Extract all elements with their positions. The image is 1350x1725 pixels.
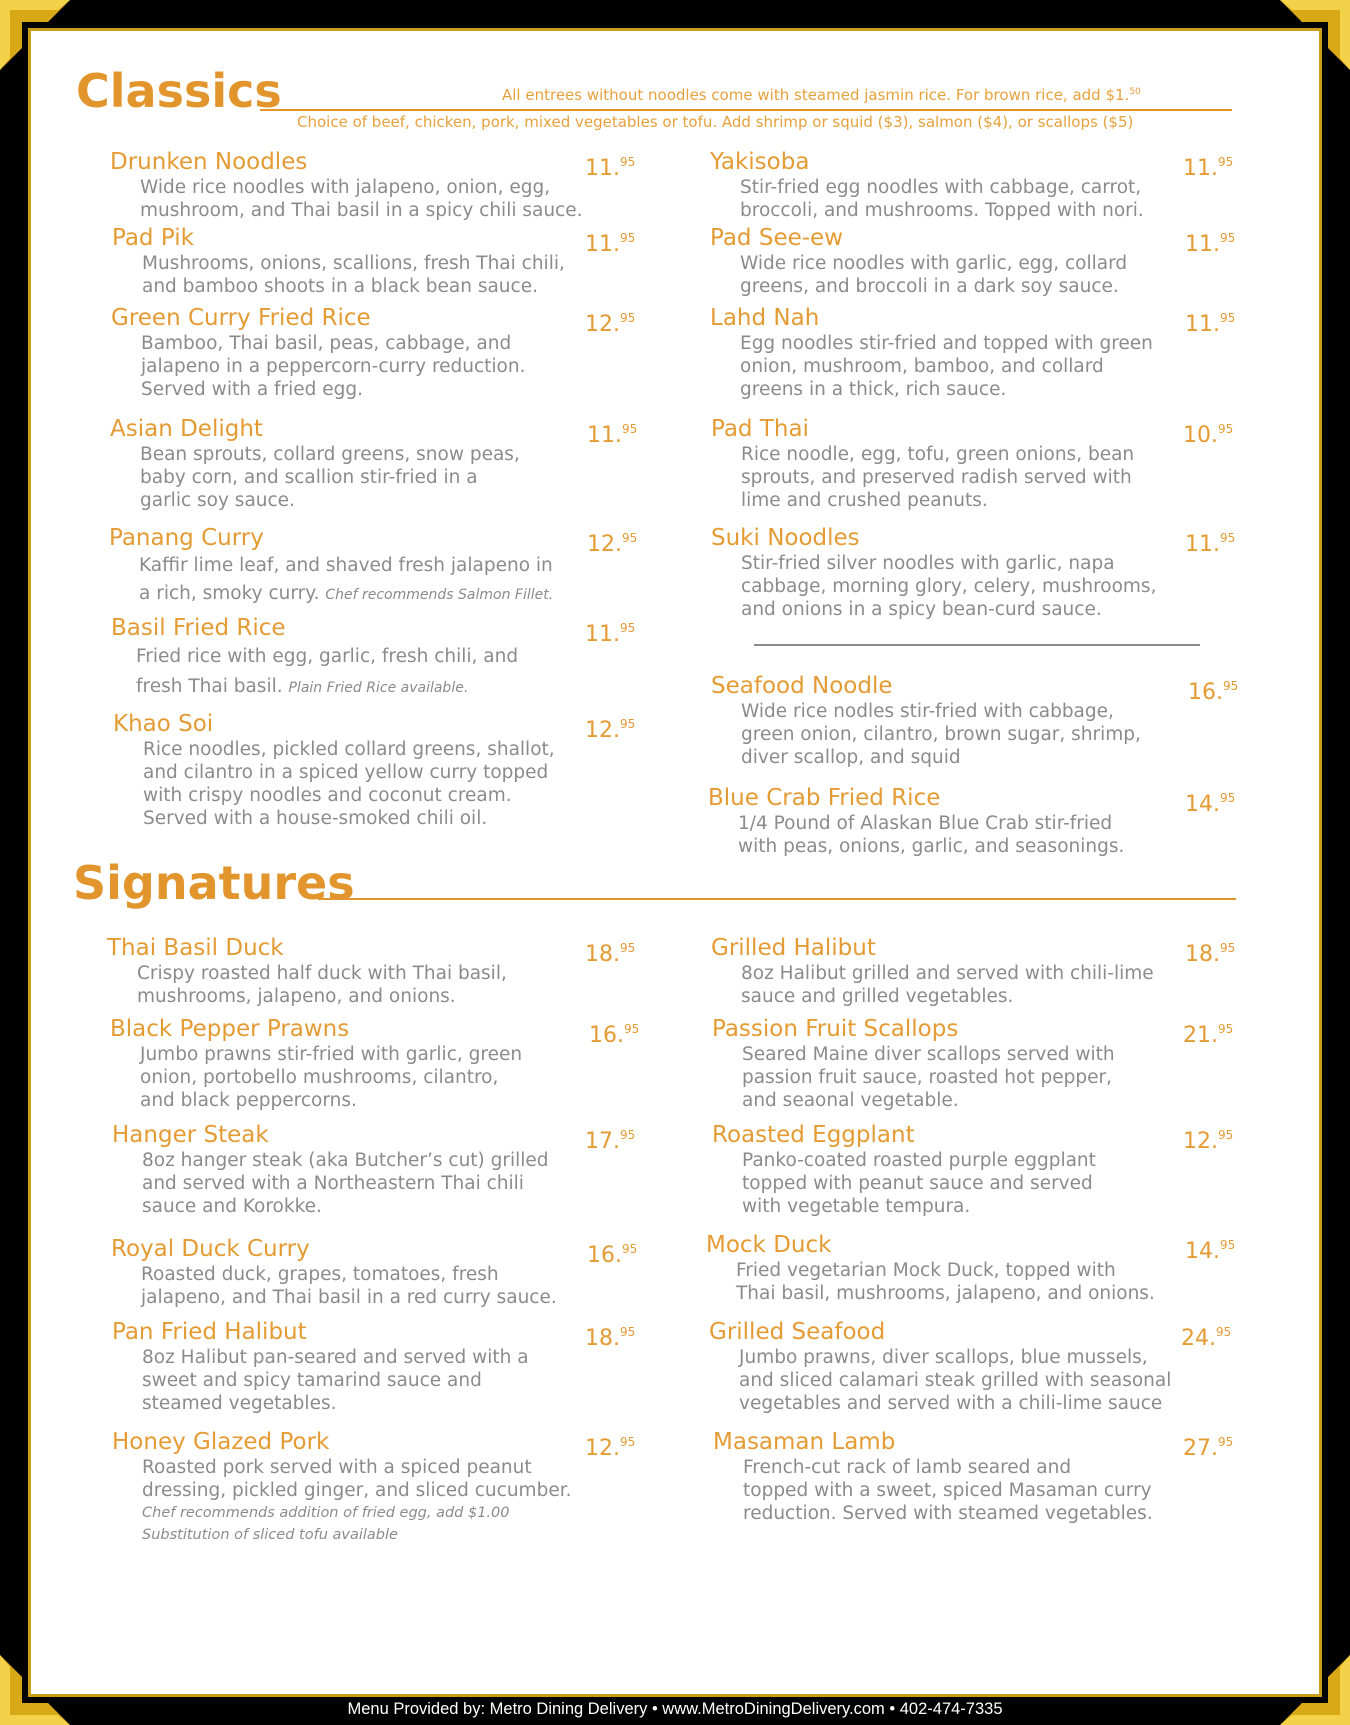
menu-item-black-pepper-prawns — [110, 1015, 522, 1112]
item-name: Masaman Lamb — [713, 1429, 896, 1455]
item-name: Panang Curry — [109, 525, 264, 551]
menu-item-grilled-halibut — [711, 934, 1154, 1008]
item-price: 11.95 — [1185, 311, 1236, 337]
menu-item-thai-basil-duck — [107, 934, 507, 1008]
item-price: 24.95 — [1181, 1325, 1232, 1351]
item-price: 12.95 — [585, 1435, 636, 1461]
corner-ornament-top-right — [1280, 0, 1350, 70]
item-name: Royal Duck Curry — [111, 1236, 310, 1262]
item-description: Fried vegetarian Mock Duck, topped with Thai basil, mushrooms, jalapeno, and onions. — [736, 1260, 1155, 1304]
chef-note: Chef recommends Salmon Fillet. — [325, 587, 554, 603]
item-description: Roasted pork served with a spiced peanut dressing, pickled ginger, and sliced cucumber. — [142, 1457, 572, 1501]
item-name: Seafood Noodle — [711, 673, 893, 699]
item-description: 1/4 Pound of Alaskan Blue Crab stir-fried with peas, onions, garlic, and seasonings. — [738, 813, 1125, 857]
menu-item-khao-soi — [113, 710, 555, 830]
item-name: Khao Soi — [113, 711, 214, 737]
item-price: 12.95 — [587, 531, 638, 557]
menu-item-pad-pik — [112, 224, 565, 298]
item-name: Pad Thai — [711, 416, 809, 442]
item-price: 16.95 — [587, 1242, 638, 1268]
item-description: Bean sprouts, collard greens, snow peas, baby corn, and scallion stir-fried in a garlic soy sauce. — [140, 444, 520, 511]
menu-item-pad-thai — [711, 415, 1134, 512]
item-price: 18.95 — [585, 941, 636, 967]
corner-ornament-top-left — [0, 0, 70, 70]
menu-item-royal-duck-curry — [111, 1235, 557, 1309]
menu-item-honey-glazed-pork — [112, 1428, 572, 1546]
menu-item-seafood-noodle — [711, 672, 1141, 769]
item-name: Thai Basil Duck — [107, 935, 284, 961]
item-price: 11.95 — [585, 621, 636, 647]
menu-item-asian-delight — [110, 415, 520, 512]
item-name: Pad Pik — [112, 225, 194, 251]
menu-item-suki-noodles — [711, 524, 1156, 621]
item-description: 8oz hanger steak (aka Butcher’s cut) grilled and served with a Northeastern Thai chili sauce and Korokke. — [142, 1150, 549, 1217]
classics-title: Classics — [76, 64, 282, 118]
item-name: Black Pepper Prawns — [110, 1016, 350, 1042]
item-name: Green Curry Fried Rice — [111, 305, 371, 331]
item-description: Wide rice noodles with garlic, egg, collard greens, and broccoli in a dark soy sauce. — [740, 253, 1128, 297]
item-description: Kaffir lime leaf, and shaved fresh jalapeno in a rich, smoky curry. Chef recommends Salmon Fillet. — [139, 555, 554, 604]
item-name: Passion Fruit Scallops — [712, 1016, 959, 1042]
item-price: 11.95 — [1185, 231, 1236, 257]
item-price: 17.95 — [585, 1128, 636, 1154]
item-name: Asian Delight — [110, 416, 263, 442]
item-description: Jumbo prawns, diver scallops, blue mussels, and sliced calamari steak grilled with seasonal vegetables and served with a chili-lime sauce — [739, 1347, 1172, 1414]
item-name: Lahd Nah — [710, 305, 820, 331]
column-divider — [754, 644, 1200, 646]
item-description: Seared Maine diver scallops served with passion fruit sauce, roasted hot pepper, and seaonal vegetable. — [742, 1044, 1115, 1111]
item-description: Mushrooms, onions, scallions, fresh Thai chili, and bamboo shoots in a black bean sauce. — [142, 253, 565, 297]
item-price: 11.95 — [585, 231, 636, 257]
item-description: Fried rice with egg, garlic, fresh chili, and fresh Thai basil. Plain Fried Rice available. — [136, 646, 519, 697]
item-price: 16.95 — [1188, 679, 1239, 705]
chef-note: Chef recommends addition of fried egg, add $1.00 Substitution of sliced tofu available — [142, 1505, 510, 1543]
menu-item-lahd-nah — [710, 304, 1153, 401]
item-price: 11.95 — [1183, 155, 1234, 181]
item-description: 8oz Halibut grilled and served with chili-lime sauce and grilled vegetables. — [741, 963, 1154, 1007]
item-price: 27.95 — [1183, 1435, 1234, 1461]
item-name: Drunken Noodles — [110, 149, 308, 175]
item-name: Yakisoba — [710, 149, 810, 175]
item-name: Honey Glazed Pork — [112, 1429, 330, 1455]
menu-item-drunken-noodles — [110, 148, 583, 222]
item-description: Crispy roasted half duck with Thai basil, mushrooms, jalapeno, and onions. — [137, 963, 507, 1007]
footer-credit: Menu Provided by: Metro Dining Delivery • www.MetroDiningDelivery.com • 402-474-7335 — [347, 1700, 1003, 1718]
item-price: 11.95 — [585, 155, 636, 181]
signatures-title: Signatures — [73, 856, 355, 910]
item-description: French-cut rack of lamb seared and topped with a sweet, spiced Masaman curry reduction. Served with steamed vegetables. — [743, 1457, 1153, 1524]
item-price: 11.95 — [1185, 531, 1236, 557]
item-name: Hanger Steak — [112, 1122, 269, 1148]
menu-item-pad-see-ew — [710, 224, 1127, 298]
menu-item-mock-duck — [706, 1231, 1155, 1305]
classics-title-rule — [260, 109, 1232, 111]
classics-note-protein: Choice of beef, chicken, pork, mixed vegetables or tofu. Add shrimp or squid ($3), salmon ($4), or scallops ($5) — [297, 113, 1134, 131]
item-price: 18.95 — [585, 1325, 636, 1351]
item-description: Panko-coated roasted purple eggplant topped with peanut sauce and served with vegetable tempura. — [742, 1150, 1096, 1217]
item-name: Grilled Seafood — [709, 1319, 886, 1345]
item-price: 14.95 — [1185, 1238, 1236, 1264]
item-name: Suki Noodles — [711, 525, 860, 551]
item-name: Roasted Eggplant — [712, 1122, 915, 1148]
item-name: Pad See-ew — [710, 225, 844, 251]
menu-item-hanger-steak — [112, 1121, 549, 1218]
item-price: 12.95 — [585, 311, 636, 337]
item-price: 11.95 — [587, 422, 638, 448]
item-name: Mock Duck — [706, 1232, 832, 1258]
item-description: Bamboo, Thai basil, peas, cabbage, and jalapeno in a peppercorn-curry reduction. Served with a fried egg. — [141, 333, 526, 400]
signatures-title-rule — [318, 898, 1236, 900]
item-price: 16.95 — [589, 1022, 640, 1048]
item-description: Wide rice noodles with jalapeno, onion, egg, mushroom, and Thai basil in a spicy chili sauce. — [140, 177, 583, 221]
item-description: Wide rice nodles stir-fried with cabbage, green onion, cilantro, brown sugar, shrimp, diver scallop, and squid — [741, 701, 1141, 768]
menu-item-green-curry-fried-rice — [111, 304, 525, 401]
item-name: Blue Crab Fried Rice — [708, 785, 941, 811]
item-price: 14.95 — [1185, 791, 1236, 817]
item-description: Stir-fried silver noodles with garlic, napa cabbage, morning glory, celery, mushrooms, and onions in a spicy bean-curd sauce. — [741, 553, 1157, 620]
menu-item-masaman-lamb — [713, 1428, 1153, 1525]
menu-item-yakisoba — [710, 148, 1144, 222]
item-description: 8oz Halibut pan-seared and served with a sweet and spicy tamarind sauce and steamed vegetables. — [142, 1347, 529, 1414]
item-price: 21.95 — [1183, 1022, 1234, 1048]
menu-item-pan-fried-halibut — [112, 1318, 529, 1415]
menu-item-roasted-eggplant — [712, 1121, 1096, 1218]
item-description: Jumbo prawns stir-fried with garlic, green onion, portobello mushrooms, cilantro, and black peppercorns. — [140, 1044, 523, 1111]
item-description: Egg noodles stir-fried and topped with green onion, mushroom, bamboo, and collard greens in a thick, rich sauce. — [740, 333, 1153, 400]
item-price: 12.95 — [1183, 1128, 1234, 1154]
chef-note: Plain Fried Rice available. — [288, 680, 469, 696]
item-description: Rice noodle, egg, tofu, green onions, bean sprouts, and preserved radish served with lime and crushed peanuts. — [741, 444, 1135, 511]
item-description: Stir-fried egg noodles with cabbage, carrot, broccoli, and mushrooms. Topped with nori. — [740, 177, 1144, 221]
menu-item-grilled-seafood — [709, 1318, 1171, 1415]
menu-item-blue-crab-fried-rice — [708, 784, 1124, 858]
menu-item-basil-fried-rice — [111, 614, 518, 703]
item-price: 10.95 — [1183, 422, 1234, 448]
item-name: Pan Fried Halibut — [112, 1319, 307, 1345]
menu-item-passion-fruit-scallops — [712, 1015, 1115, 1112]
menu-item-panang-curry — [109, 524, 553, 609]
classics-note-rice: All entrees without noodles come with steamed jasmin rice. For brown rice, add $1.50 — [502, 86, 1141, 104]
item-price: 18.95 — [1185, 941, 1236, 967]
item-name: Grilled Halibut — [711, 935, 876, 961]
item-name: Basil Fried Rice — [111, 615, 286, 641]
item-description: Roasted duck, grapes, tomatoes, fresh jalapeno, and Thai basil in a red curry sauce. — [141, 1264, 557, 1308]
item-price: 12.95 — [585, 717, 636, 743]
item-description: Rice noodles, pickled collard greens, shallot, and cilantro in a spiced yellow curry topped with crispy noodles and coconut cream. Served with a house-smoked chili oil. — [143, 739, 555, 829]
